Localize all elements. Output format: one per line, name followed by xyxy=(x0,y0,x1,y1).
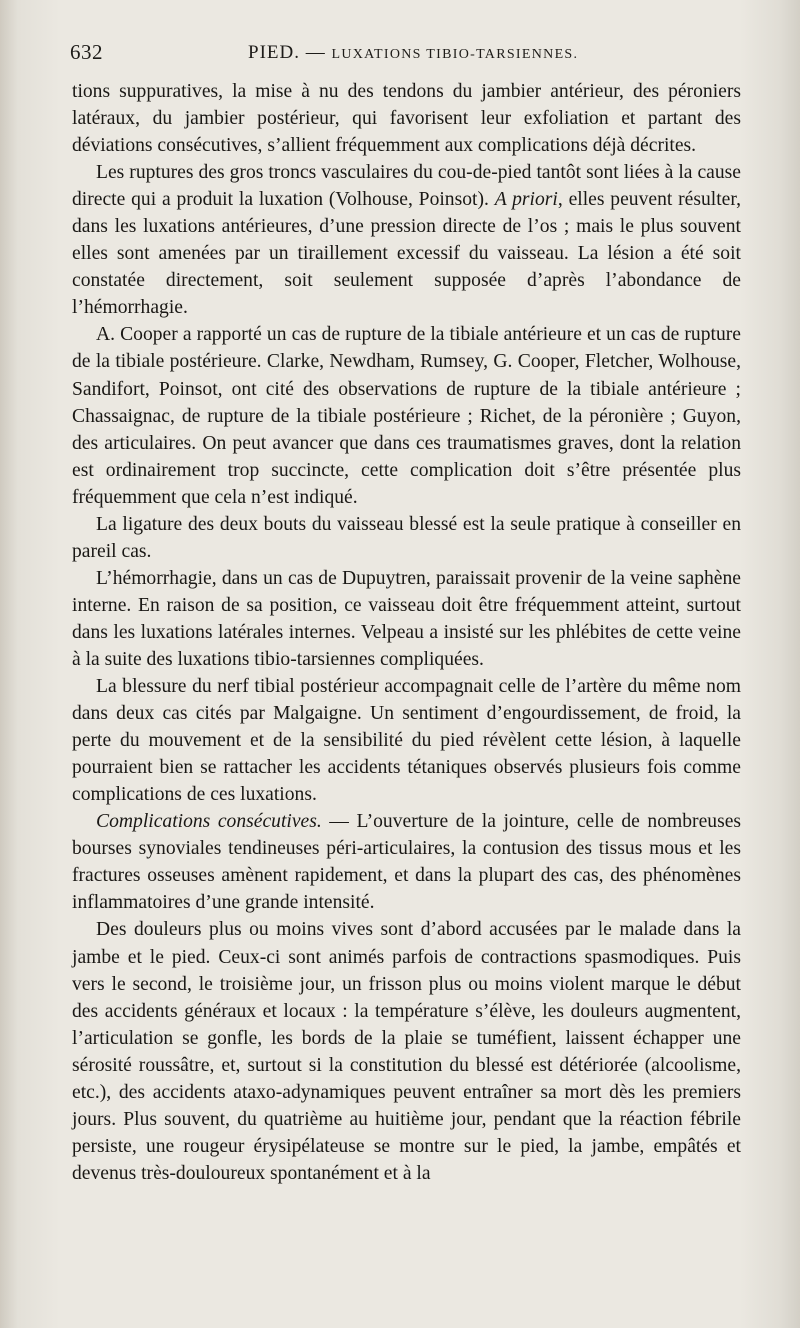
body-text xyxy=(72,78,741,1187)
paragraph-8-text: Des douleurs plus ou moins vives sont d’abord accusées par le malade dans la jambe et le pied. Ceux-ci sont animés parfois de contractions spasmodiques. Puis vers le second, le troisième jour, un frisson plus ou moins violent marque le début des accidents généraux et locaux : la température s’élève, les douleurs augmentent, l’articulation se gonfle, les bords de la plaie se tuméfient, laissent échapper une sérosité roussâtre, et, surtout si la constitution du blessé est détériorée (alcoolisme, etc.), des accidents ataxo-adynamiques peuvent entraîner sa mort dès les premiers jours. Plus souvent, du quatrième au huitième jour, pendant que la réaction fébrile persiste, une rougeur érysipélateuse se montre sur le pied, la jambe, empâtés et devenus très-douloureux spontanément et à la xyxy=(72,919,741,1184)
paragraph-8 xyxy=(72,916,741,1186)
paragraph-2-rest: , elles peuvent résulter, dans les luxations antérieures, d’une pression directe de l’os ; mais le plus souvent elles sont amenées par un tiraillement excessif du vaisseau. La lésion a été soit constatée directement, soit seulement supposée d’après l’abondance de l’hémorrhagie. xyxy=(72,189,742,319)
paragraph-2 xyxy=(72,159,741,321)
paragraph-3-text: A. Cooper a rapporté un cas de rupture de la tibiale antérieure et un cas de rupture de la tibiale postérieure. Clarke, Newdham, Rumsey, G. Cooper, Fletcher, Wolhouse, Sandifort, Poinsot, ont cité des observations de rupture de la tibiale antérieure ; Chassaignac, de rupture de la tibiale postérieure ; Richet, de la péronière ; Guyon, des articulaires. On peut avancer que dans ces traumatismes graves, dont la relation est ordinairement trop succincte, cette complication doit s’être présentée plus fréquemment que cela n’est indiqué. xyxy=(72,324,741,508)
paragraph-7 xyxy=(72,808,741,916)
paragraph-2-text: Les ruptures des gros troncs vasculaires du cou-de-pied tantôt sont liées à la cause directe qui a produit la luxation (Volhouse, Poinsot). xyxy=(72,162,741,211)
paragraph-1-text: tions suppuratives, la mise à nu des tendons du jambier antérieur, des péroniers latéraux, du jambier postérieur, qui favorisent leur exfoliation et partant des déviations consécutives, s’allient fréquemment aux complications déjà décrites. xyxy=(72,81,741,157)
paragraph-1 xyxy=(72,78,741,159)
paragraph-6-text: La blessure du nerf tibial postérieur accompagnait celle de l’artère du même nom dans deux cas cités par Malgaigne. Un sentiment d’engourdissement, de froid, la perte du mouvement et de la sensibilité du pied révèlent cette lésion, à laquelle pourraient bien se rattacher les accidents tétaniques observés plusieurs fois comme complications de ces luxations. xyxy=(72,676,741,806)
paragraph-5 xyxy=(72,565,741,673)
paragraph-6 xyxy=(72,673,741,808)
paragraph-5-text: L’hémorrhagie, dans un cas de Dupuytren, paraissait provenir de la veine saphène interne. En raison de sa position, ce vaisseau doit être fréquemment atteint, surtout dans les luxations latérales internes. Velpeau a insisté sur les phlébites de cette veine à la suite des luxations tibio-tarsiennes compliquées. xyxy=(72,567,741,670)
paragraph-7-rest: — L’ouverture de la jointure, celle de nombreuses bourses synoviales tendineuses péri-articulaires, la contusion des tissus mous et les fractures osseuses amènent rapidement, et dans la plupart des cas, des phénomènes inflammatoires d’une grande intensité. xyxy=(72,811,742,914)
paragraph-7-heading: Complications consécutives. xyxy=(96,811,322,833)
paragraph-4 xyxy=(72,511,741,565)
running-title-sub: LUXATIONS TIBIO-TARSIENNES. xyxy=(331,47,579,62)
paragraph-3 xyxy=(72,321,741,510)
paragraph-2-italic: A priori xyxy=(494,189,558,211)
running-title-main: PIED. — xyxy=(248,42,332,63)
running-title xyxy=(248,42,578,64)
page-header xyxy=(70,40,742,70)
paragraph-4-text: La ligature des deux bouts du vaisseau blessé est la seule pratique à conseiller en pareil cas. xyxy=(72,513,741,562)
page-number: 632 xyxy=(70,40,103,64)
